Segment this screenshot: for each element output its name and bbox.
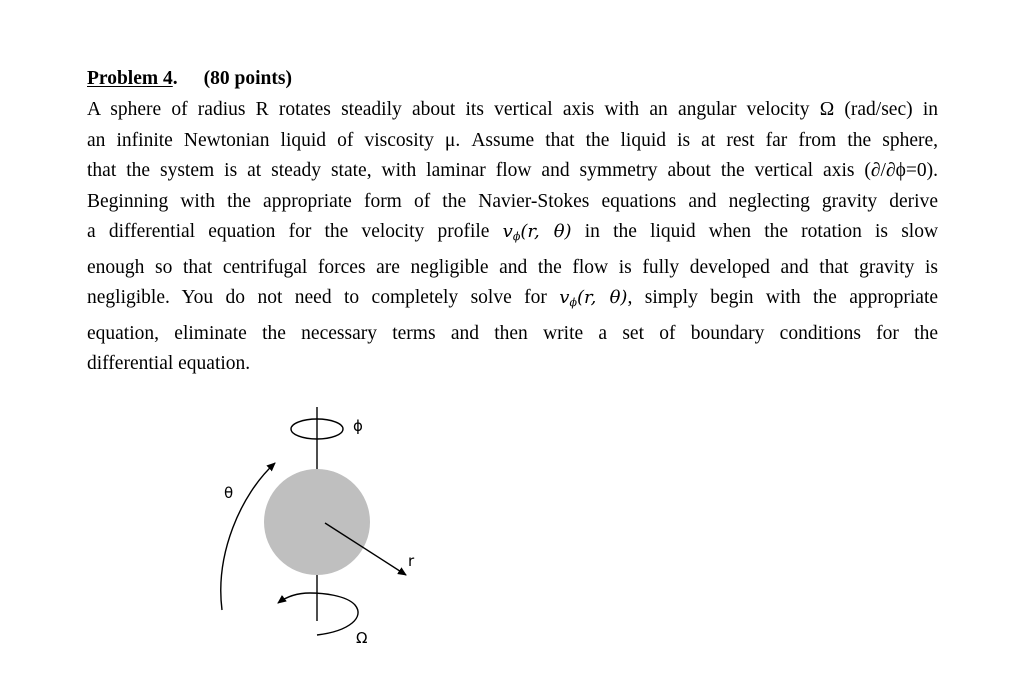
r-label: r (408, 552, 415, 570)
problem-points: (80 points) (203, 68, 292, 89)
velocity-profile-symbol (559, 287, 627, 308)
velocity-symbol: v (502, 221, 513, 242)
phi-label: ϕ (353, 417, 363, 435)
statement-text: negligible. You do not need to completely solve for (87, 287, 547, 308)
statement-line: an infinite Newtonian liquid of viscosity μ. Assume that the liquid is at rest far from the sphere, (87, 129, 938, 151)
problem-header (87, 66, 292, 92)
sphere (264, 469, 370, 575)
rotating-sphere-figure (200, 395, 430, 655)
statement-line (87, 283, 938, 319)
problem-statement (87, 95, 938, 380)
statement-text: a differential equation for the velocity profile (87, 221, 490, 242)
statement-line (87, 217, 938, 253)
theta-label: θ (224, 484, 234, 502)
velocity-args: (r, θ) (576, 287, 628, 308)
velocity-args: (r, θ) (520, 221, 572, 242)
omega-label: Ω (356, 629, 368, 647)
figure-drawing (200, 395, 430, 655)
statement-line: equation, eliminate the necessary terms and then write a set of boundary conditions for the (87, 322, 938, 344)
statement-text: in the liquid when the rotation is slow (584, 221, 939, 242)
statement-text: , simply begin with the appropriate (627, 287, 939, 308)
statement-line: differential equation. (87, 353, 251, 374)
problem-label: Problem 4 (87, 68, 173, 89)
velocity-subscript: ϕ (569, 296, 577, 309)
velocity-symbol: v (559, 287, 570, 308)
velocity-profile-symbol (503, 221, 572, 242)
velocity-subscript: ϕ (512, 230, 521, 243)
problem-label-period: . (172, 68, 178, 89)
statement-line: that the system is at steady state, with laminar flow and symmetry about the vertical axis (∂/∂ϕ=0). (87, 160, 938, 181)
statement-line: Beginning with the appropriate form of the Navier-Stokes equations and neglecting gravity derive (87, 190, 938, 212)
omega-rotation-arrow (278, 593, 358, 635)
statement-line: A sphere of radius R rotates steadily about its vertical axis with an angular velocity Ω (rad/sec) in (87, 99, 938, 120)
statement-line: enough so that centrifugal forces are negligible and the flow is fully developed and that gravity is (87, 256, 938, 278)
